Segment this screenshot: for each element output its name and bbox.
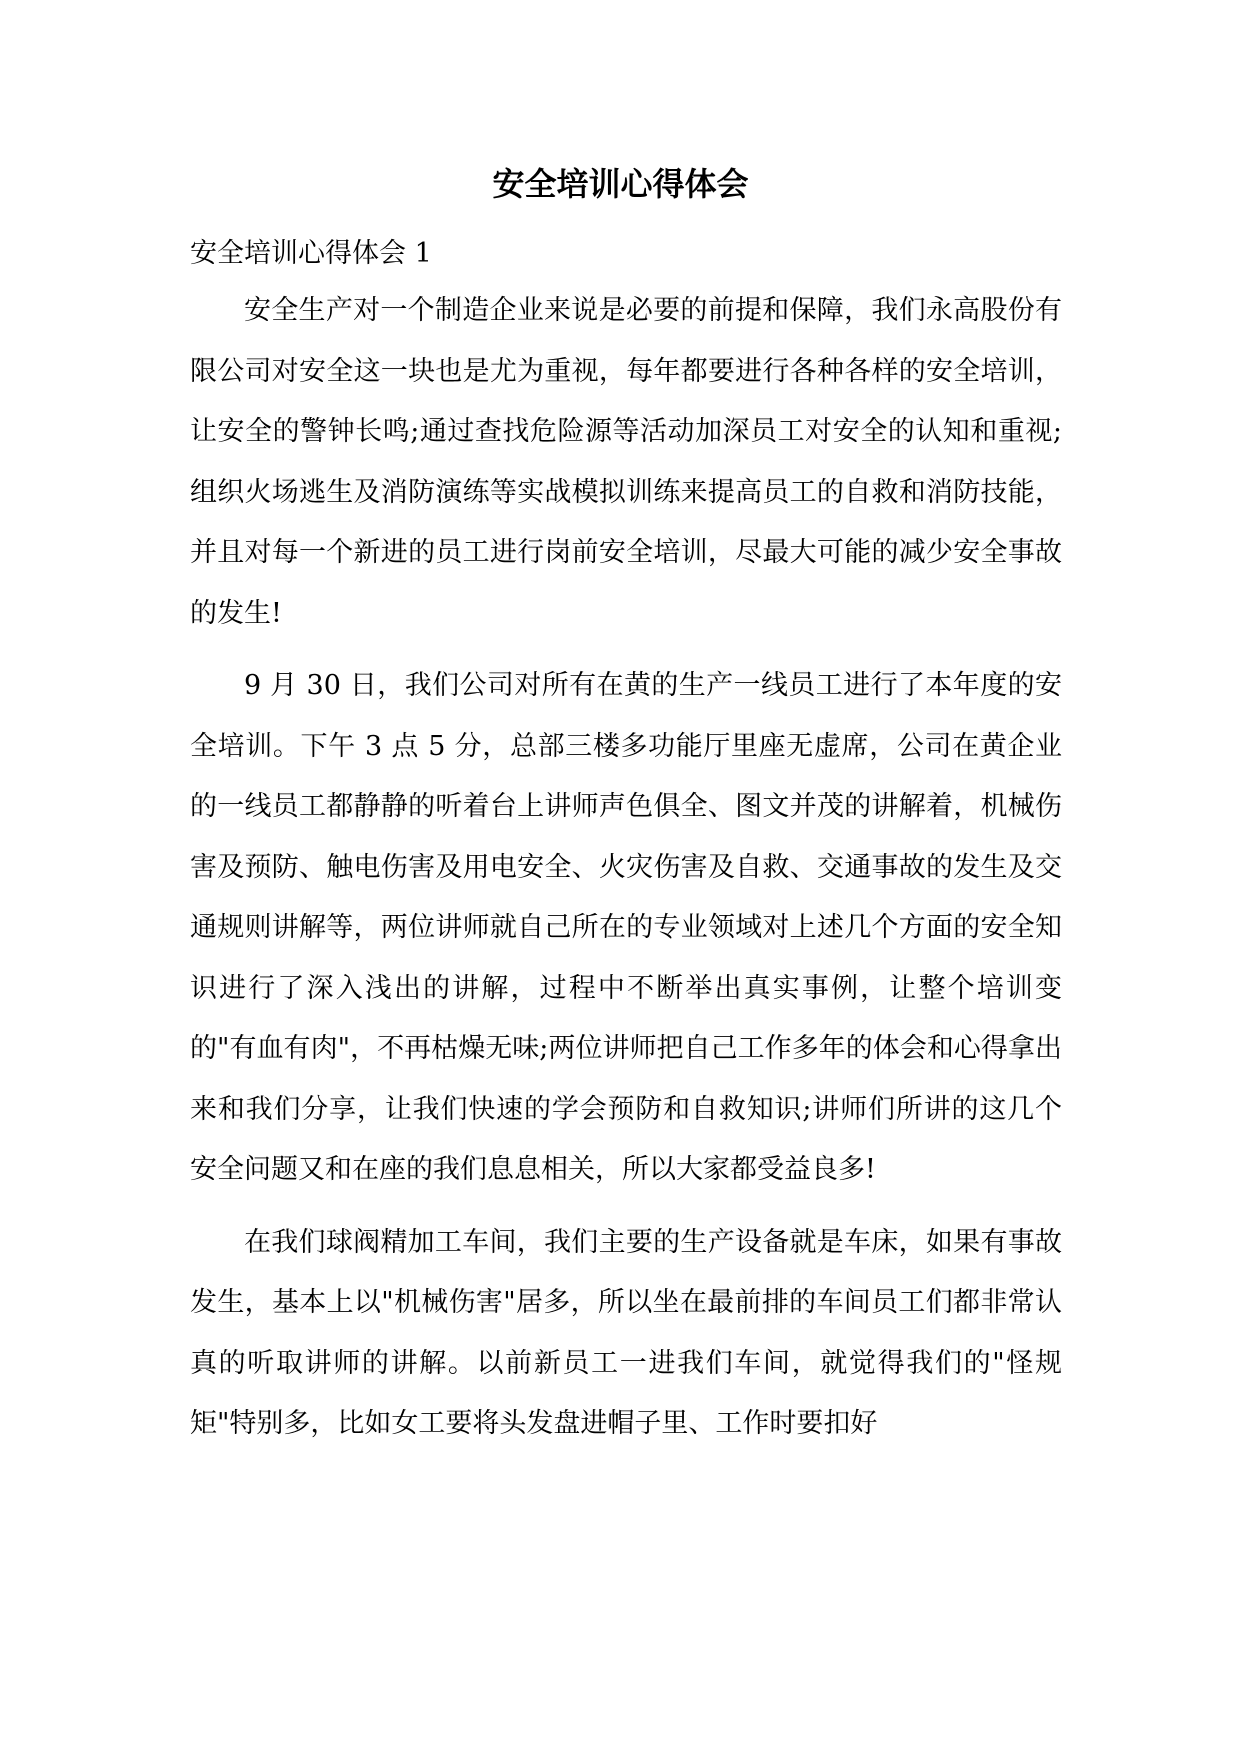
paragraph: 安全生产对一个制造企业来说是必要的前提和保障，我们永高股份有限公司对安全这一块也是尤为重视，每年都要进行各种各样的安全培训，让安全的警钟长鸣;通过查找危险源等活动加深员工对安全的认知和重视;组织火场逃生及消防演练等实战模拟训练来提高员工的自救和消防技能，并且对每一个新进的员工进行岗前安全培训，尽最大可能的减少安全事故的发生! — [190, 295, 1062, 629]
paragraph: 在我们球阀精加工车间，我们主要的生产设备就是车床，如果有事故发生，基本上以"机械伤害"居多，所以坐在最前排的车间员工们都非常认真的听取讲师的讲解。以前新员工一进我们车间，就觉得我们的"怪规矩"特别多，比如女工要将头发盘进帽子里、工作时要扣好 — [190, 1226, 1062, 1439]
section-heading: 安全培训心得体会 1 — [190, 238, 432, 269]
paragraph: 9 月 30 日，我们公司对所有在黄的生产一线员工进行了本年度的安全培训。下午 3 点 5 分，总部三楼多功能厅里座无虚席，公司在黄企业的一线员工都静静的听着台上讲师声色俱全、图文并茂的讲解着，机械伤害及预防、触电伤害及用电安全、火灾伤害及自救、交通事故的发生及交通规则讲解等，两位讲师就自己所在的专业领域对上述几个方面的安全知识进行了深入浅出的讲解，过程中不断举出真实事例，让整个培训变的"有血有肉"，不再枯燥无味;两位讲师把自己工作多年的体会和心得拿出来和我们分享，让我们快速的学会预防和自救知识;讲师们所讲的这几个安全问题又和在座的我们息息相关，所以大家都受益良多! — [190, 670, 1062, 1185]
document-title: 安全培训心得体会 — [492, 165, 749, 203]
document-body — [190, 226, 1062, 1467]
